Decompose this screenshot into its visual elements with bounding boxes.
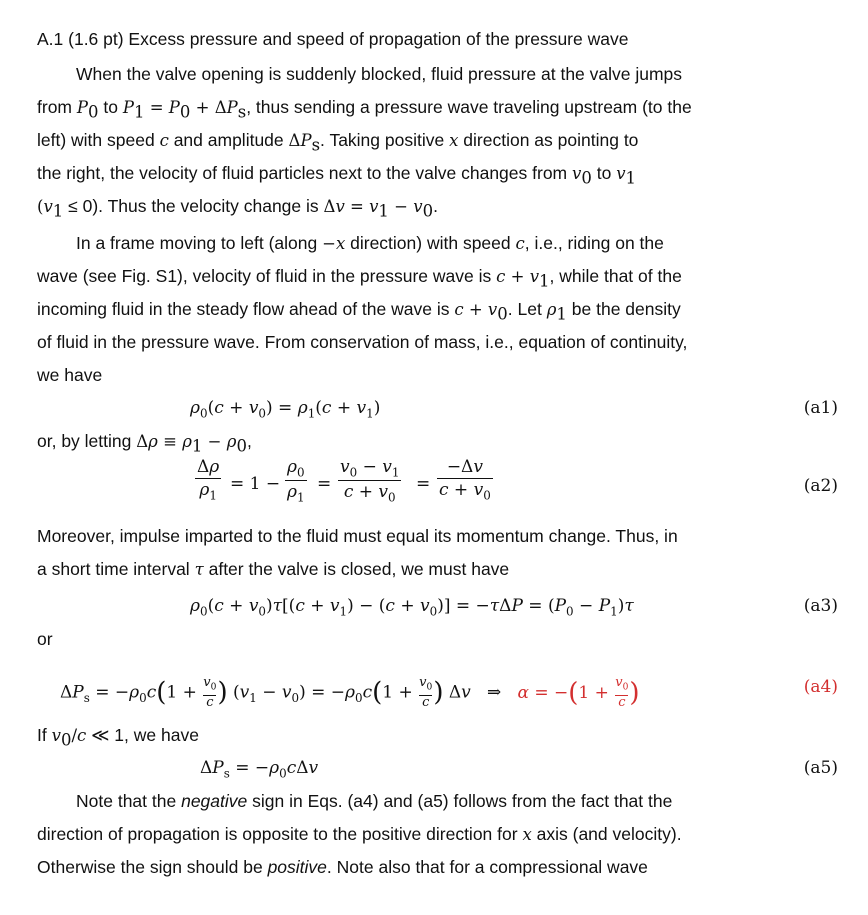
or-line: or <box>37 629 53 649</box>
section-heading: A.1 (1.6 pt) Excess pressure and speed of propagation of the pressure wave <box>37 29 629 49</box>
alpha-expression: α = −(1 + $\frac{v_0}{c}$ ) <box>517 675 640 710</box>
paragraph-2-line-3: incoming fluid in the steady flow ahead of the wave is $c + v_0$. Let $\rho_1$ be the density <box>37 299 681 324</box>
paragraph-2-line-2: wave (see Fig. S1), velocity of fluid in the pressure wave is $c + v_1$, while that of the <box>37 266 682 291</box>
paragraph-3-line-2: a short time interval τ after the valve is closed, we must have <box>37 559 510 579</box>
equation-tag-a3: (a3) <box>803 596 838 616</box>
equation-a4: $\Delta P_s = -\rho_0c(1$ + $\frac{v_0}{c}$ ) $(v_1 - v_0) = -\rho_0c(1$ + $\frac{v_0}{c}$ ) Δv ⇒ α = −(1 + $\frac{v_0}{c}$ ) <box>60 675 640 710</box>
paragraph-3-line-1: Moreover, impulse imparted to the fluid must equal its momentum change. Thus, in <box>37 526 678 546</box>
paragraph-1-line-5: $(v_1 \le 0)$. Thus the velocity change is $\Delta v = v_1 - v_0$. <box>37 196 438 221</box>
equation-a5: $\Delta P_s = -\rho_0c\Delta v$ <box>200 758 319 781</box>
paragraph-1-line-2: from $P_0$ to $P_1 = P_0 + \Delta P_s$, thus sending a pressure wave traveling upstream (to the <box>37 97 692 122</box>
paragraph-2-line-4: of fluid in the pressure wave. From conservation of mass, i.e., equation of continuity, <box>37 332 688 352</box>
fraction-rho0-over-rho1: $\rho_0$ $\rho_1$ <box>287 457 305 505</box>
paragraph-1-line-3: left) with speed c and amplitude $\Delta P_s$. Taking positive x direction as pointing to <box>37 130 639 155</box>
paragraph-4-line-1: Note that the negative sign in Eqs. (a4) and (a5) follows from the fact that the <box>76 791 673 811</box>
fraction-drho-over-rho1: Δρ $\rho_1$ <box>197 457 220 503</box>
equals-one-minus: = 1 − <box>230 474 281 494</box>
if-condition-line: If $v_0/c$ ≪ 1, we have <box>37 725 199 750</box>
fraction-minus-dv: −Δv $c + v_0$ <box>439 457 491 503</box>
equation-a1: $\rho_0(c + v_0) = \rho_1(c + v_1)$ <box>190 398 381 421</box>
equation-tag-a5: (a5) <box>803 758 838 778</box>
equals-sign-2: = <box>317 474 332 494</box>
paragraph-1-line-4: the right, the velocity of fluid particles next to the valve changes from $v_0$ to $v_1$ <box>37 163 637 188</box>
implies-arrow: ⇒ <box>486 682 502 703</box>
equation-tag-a4: (a4) <box>803 677 838 697</box>
paragraph-2-line-5: we have <box>37 365 103 385</box>
or-by-letting-line: or, by letting $\Delta\rho \equiv \rho_1 - \rho_0$, <box>37 431 252 456</box>
equation-a3: $\rho_0(c + v_0)\tau[(c + v_1) - (c + v_0)] = -\tau\Delta P = (P_0 - P_1)\tau$ <box>190 596 634 619</box>
paragraph-1-line-1: When the valve opening is suddenly blocked, fluid pressure at the valve jumps <box>76 64 683 84</box>
equation-tag-a2: (a2) <box>803 476 838 496</box>
equals-sign-3: = <box>416 474 431 494</box>
paragraph-4-line-2: direction of propagation is opposite to the positive direction for x axis (and velocity). <box>37 824 682 844</box>
fraction-v0-minus-v1: $v_0 - v_1$ $c + v_0$ <box>340 457 400 505</box>
paragraph-2-line-1: In a frame moving to left (along −x direction) with speed c, i.e., riding on the <box>76 233 664 253</box>
equation-tag-a1: (a1) <box>803 398 838 418</box>
paragraph-4-line-3: Otherwise the sign should be positive. Note also that for a compressional wave <box>37 857 648 877</box>
